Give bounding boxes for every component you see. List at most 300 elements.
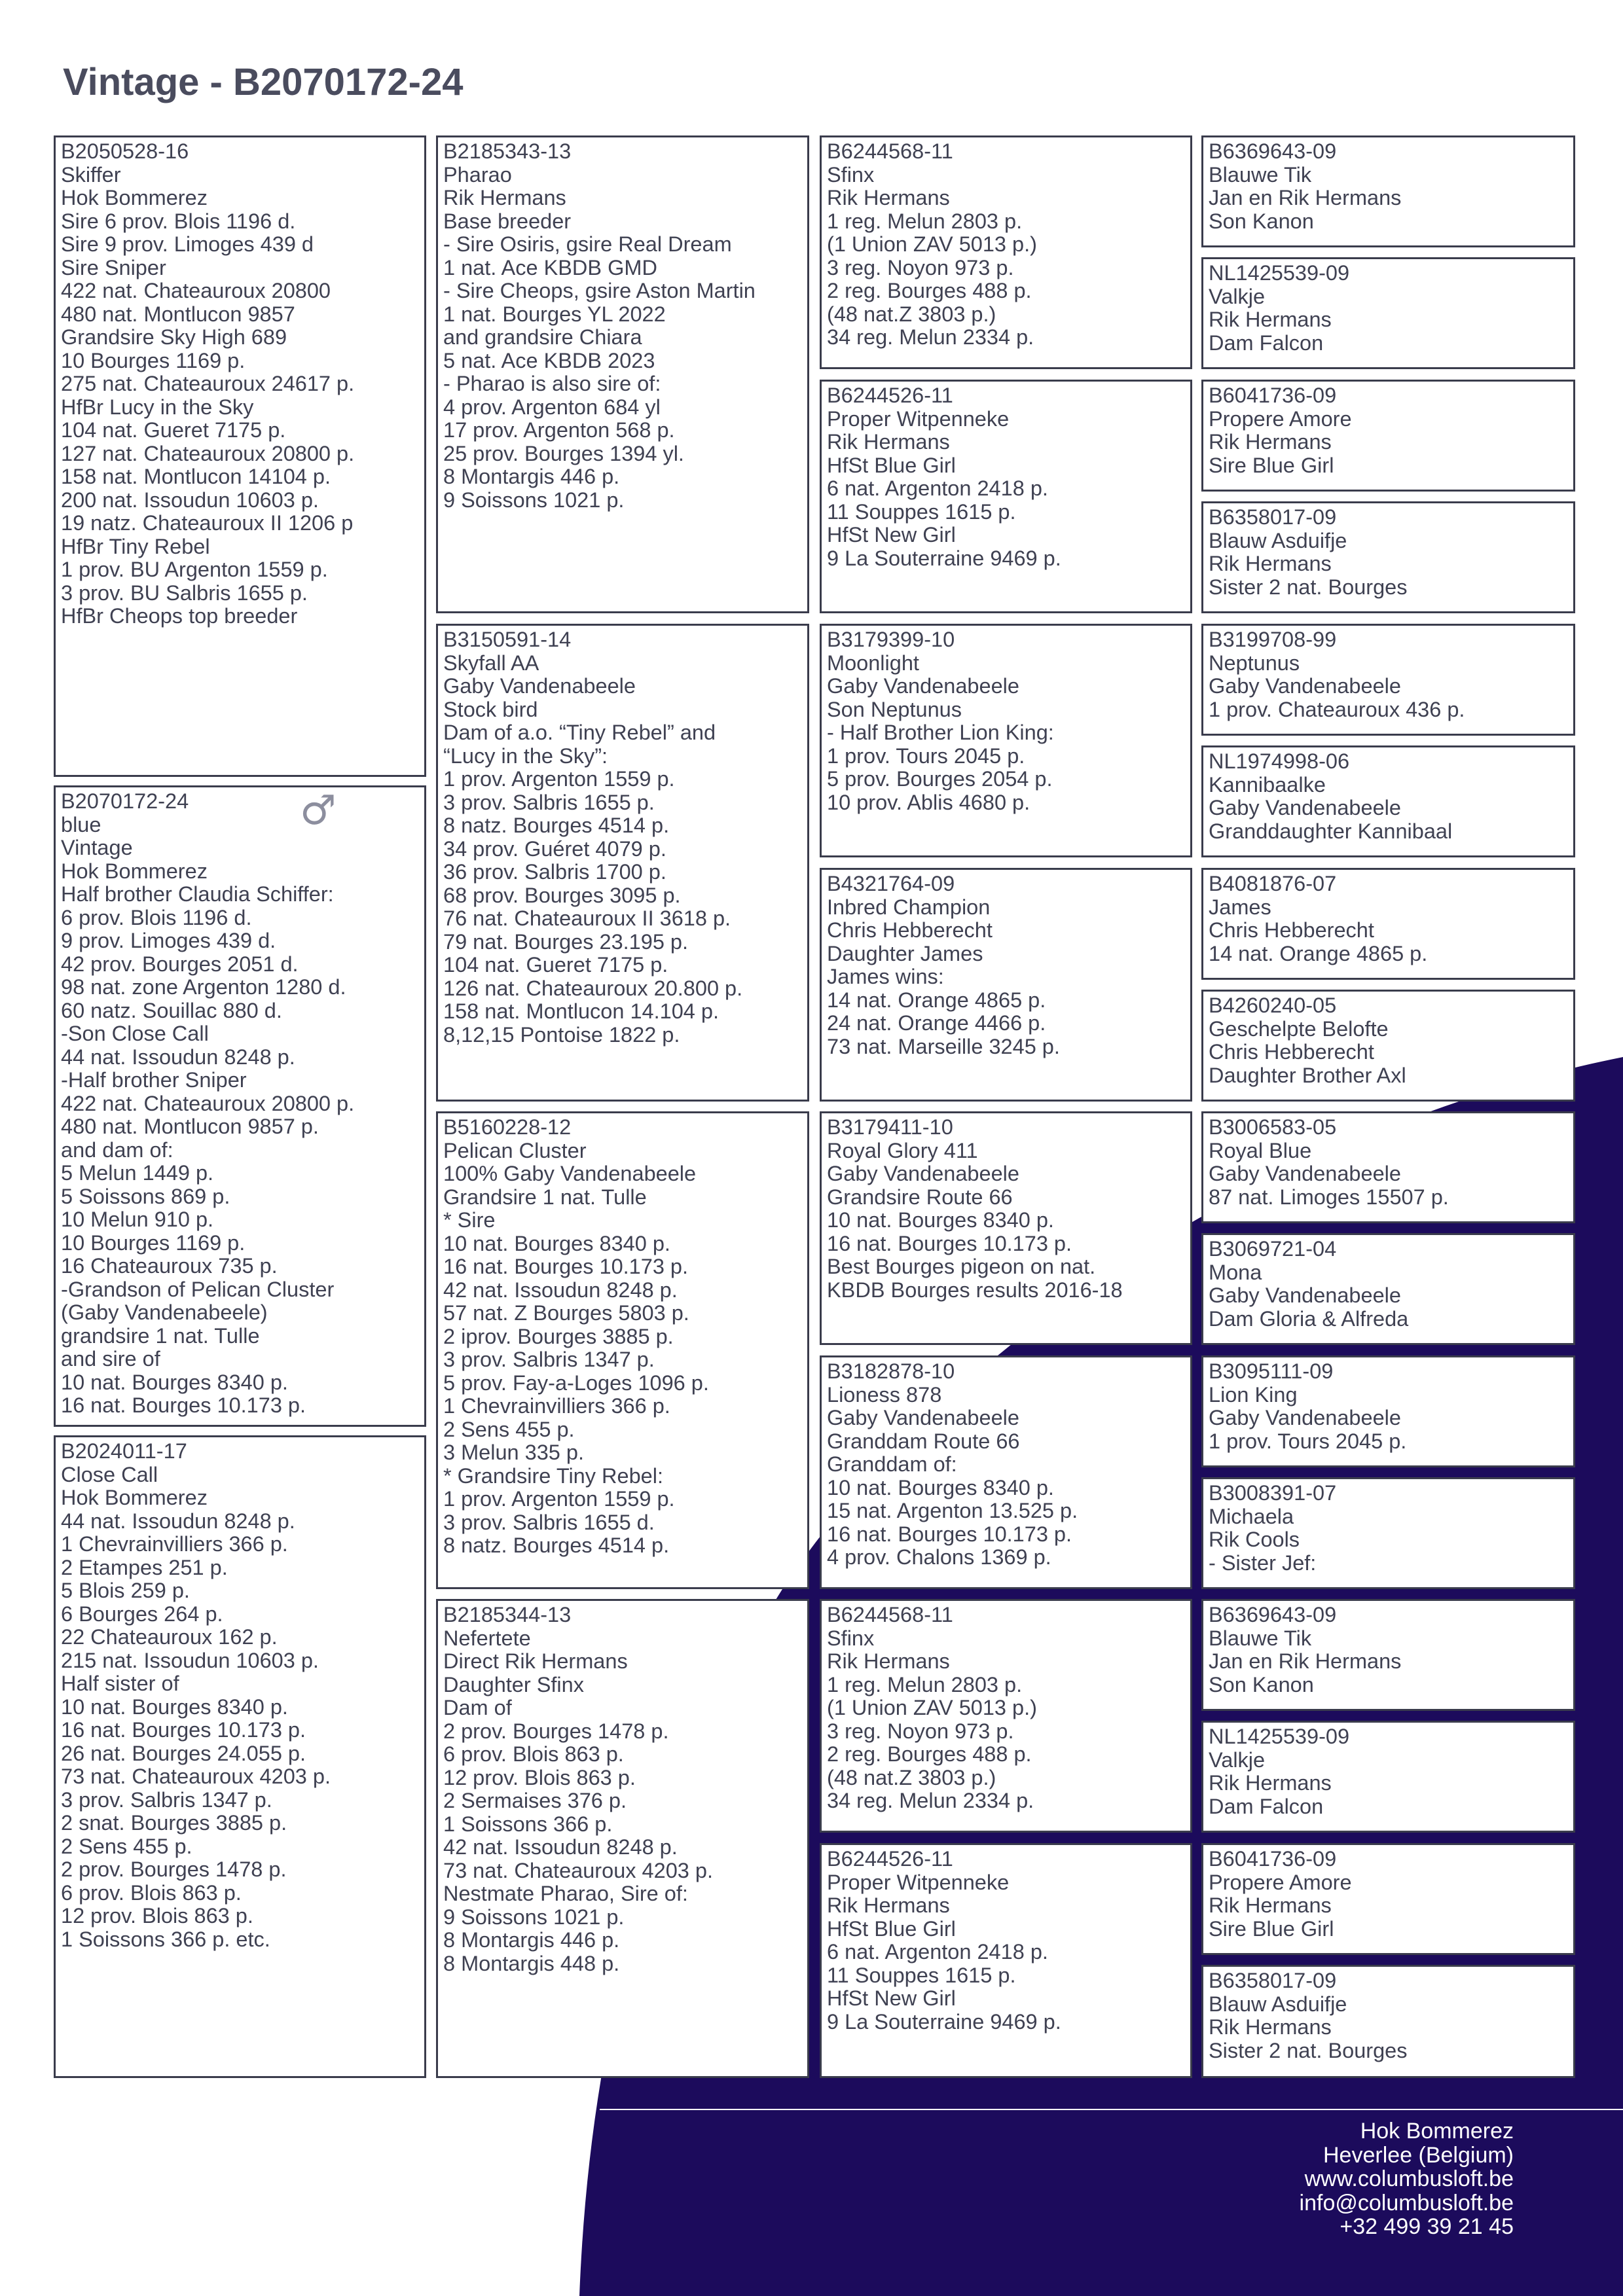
ring-number: B2050528-16 [61, 139, 189, 163]
pedigree-line: 44 nat. Issoudun 8248 p. [61, 1509, 295, 1533]
pedigree-line: Gaby Vandenabeele [827, 674, 1019, 698]
pigeon-name: blue [61, 812, 101, 836]
pedigree-line: 2 reg. Bourges 488 p. [827, 1742, 1032, 1766]
pedigree-line: 1 prov. Chateauroux 436 p. [1209, 697, 1465, 721]
pedigree-line: Gaby Vandenabeele [1209, 796, 1401, 819]
pedigree-line: 73 nat. Chateauroux 4203 p. [61, 1765, 331, 1788]
pedigree-line: 9 Soissons 1021 p. [443, 1905, 625, 1929]
pedigree-line: 6 prov. Blois 863 p. [443, 1742, 624, 1766]
pedigree-line: 1 Soissons 366 p. etc. [61, 1927, 270, 1951]
pigeon-card-sddd [1201, 990, 1575, 1102]
pedigree-line: 2 Etampes 251 p. [61, 1555, 228, 1579]
ring-number: B2185343-13 [443, 139, 572, 163]
pigeon-card-ddss [1201, 1599, 1575, 1711]
pedigree-line: Jan en Rik Hermans [1209, 186, 1402, 209]
pedigree-line: 36 prov. Salbris 1700 p. [443, 860, 666, 884]
pedigree-line: Sire Sniper [61, 255, 166, 279]
ring-number: B6369643-09 [1209, 1603, 1337, 1626]
pedigree-line: * Grandsire Tiny Rebel: [443, 1463, 663, 1488]
pigeon-name: Royal Glory 411 [827, 1138, 978, 1162]
pigeon-name: Blauwe Tik [1209, 1626, 1312, 1650]
pedigree-line: 10 nat. Bourges 8340 p. [827, 1475, 1054, 1499]
ring-number: B3008391-07 [1209, 1481, 1337, 1505]
ring-number: B3179399-10 [827, 628, 955, 651]
pedigree-line: 422 nat. Chateauroux 20800 p. [61, 1091, 355, 1115]
pedigree-line: KBDB Bourges results 2016-18 [827, 1278, 1123, 1302]
pedigree-line: 16 nat. Bourges 10.173 p. [827, 1231, 1072, 1255]
pigeon-name: James [1209, 895, 1271, 919]
pedigree-line: Sister 2 nat. Bourges [1209, 2038, 1408, 2062]
pedigree-line: 1 prov. Argenton 1559 p. [443, 767, 675, 791]
pigeon-card-sdds [1201, 868, 1575, 980]
pedigree-line: 5 Blois 259 p. [61, 1579, 190, 1602]
footer-location: Heverlee (Belgium) [1323, 2142, 1514, 2168]
pigeon-card-dsdd [1201, 1477, 1575, 1589]
pigeon-card-subject [54, 785, 426, 1427]
pedigree-line: Dam Falcon [1209, 331, 1324, 355]
pigeon-name: Moonlight [827, 651, 919, 675]
pigeon-name: Propere Amore [1209, 1870, 1352, 1894]
pedigree-line: Nestmate Pharao, Sire of: [443, 1882, 688, 1905]
pigeon-card-dss [820, 1111, 1192, 1345]
pedigree-line: Son Kanon [1209, 1672, 1314, 1696]
pigeon-name: Valkje [1209, 284, 1266, 308]
pedigree-line: 16 Chateauroux 735 p. [61, 1254, 278, 1278]
ring-number: B6041736-09 [1209, 1847, 1337, 1871]
pedigree-line: Dam of [443, 1696, 512, 1719]
pedigree-line: 17 prov. Argenton 568 p. [443, 418, 675, 442]
pedigree-line: 34 reg. Melun 2334 p. [827, 325, 1034, 349]
pedigree-line: 4 prov. Argenton 684 yl [443, 395, 661, 419]
pedigree-line: 8 Montargis 446 p. [443, 465, 620, 488]
pedigree-line: 3 prov. Salbris 1347 p. [443, 1348, 655, 1371]
pedigree-line: (48 nat.Z 3803 p.) [827, 1765, 996, 1789]
pedigree-line: Chris Hebberecht [1209, 918, 1374, 942]
pedigree-line: 127 nat. Chateauroux 20800 p. [61, 441, 355, 465]
pedigree-line: 158 nat. Montlucon 14.104 p. [443, 999, 720, 1023]
pedigree-line: 9 La Souterraine 9469 p. [827, 2009, 1061, 2034]
pedigree-line: James wins: [827, 965, 944, 988]
pedigree-line: Sister 2 nat. Bourges [1209, 575, 1408, 599]
pedigree-line: 3 prov. Salbris 1655 p. [443, 790, 655, 814]
pedigree-line: Granddaughter Kannibaal [1209, 819, 1453, 843]
pedigree-line: 9 Soissons 1021 p. [443, 488, 625, 512]
pedigree-line: Sire Blue Girl [1209, 453, 1334, 477]
pedigree-line: 10 prov. Ablis 4680 p. [827, 790, 1030, 814]
pedigree-line: - Sire Osiris, gsire Real Dream [443, 232, 732, 256]
pedigree-line: 1 prov. BU Argenton 1559 p. [61, 558, 328, 581]
pedigree-line: 480 nat. Montlucon 9857 [61, 302, 295, 326]
pedigree-line: Direct Rik Hermans [443, 1649, 628, 1673]
pedigree-line: 11 Souppes 1615 p. [827, 499, 1016, 524]
pedigree-line: 5 Soissons 869 p. [61, 1184, 230, 1208]
pedigree-line: 6 Bourges 264 p. [61, 1602, 223, 1626]
pedigree-line: 79 nat. Bourges 23.195 p. [443, 929, 689, 954]
pigeon-name: Skyfall AA [443, 651, 539, 675]
pigeon-name: Pelican Cluster [443, 1138, 587, 1162]
pedigree-line: 104 nat. Gueret 7175 p. [443, 953, 668, 977]
pedigree-line: HfBr Cheops top breeder [61, 604, 298, 628]
pedigree-line: Grandsire Route 66 [827, 1185, 1013, 1209]
pedigree-line: 3 Melun 335 p. [443, 1441, 585, 1464]
pedigree-line: 2 reg. Bourges 488 p. [827, 279, 1032, 302]
pigeon-card-ddds [1201, 1843, 1575, 1955]
pedigree-line: 3 prov. Salbris 1655 d. [443, 1510, 655, 1534]
ring-number: B2070172-24 [61, 789, 189, 813]
footer-loft-name: Hok Bommerez [1360, 2119, 1514, 2144]
pedigree-line: 73 nat. Chateauroux 4203 p. [443, 1858, 713, 1882]
pigeon-card-ssd [820, 380, 1192, 613]
pigeon-card-ssds [1201, 380, 1575, 492]
pedigree-line: 42 nat. Issoudun 8248 p. [443, 1278, 678, 1302]
pedigree-line: 60 natz. Souillac 880 d. [61, 998, 282, 1022]
pigeon-card-ssdd [1201, 501, 1575, 613]
pedigree-line: (1 Union ZAV 5013 p.) [827, 1696, 1037, 1719]
ring-number: B3182878-10 [827, 1359, 955, 1383]
pigeon-card-ddsd [1201, 1721, 1575, 1833]
pedigree-line: 6 nat. Argenton 2418 p. [827, 1940, 1048, 1964]
pedigree-line: 2 prov. Bourges 1478 p. [61, 1857, 287, 1881]
pedigree-line: 10 Bourges 1169 p. [61, 1230, 246, 1255]
footer-email-link[interactable]: info@columbusloft.be [1299, 2190, 1514, 2215]
pigeon-name: Lioness 878 [827, 1382, 942, 1407]
pigeon-card-sds [820, 624, 1192, 857]
pedigree-line: 158 nat. Montlucon 14104 p. [61, 465, 331, 488]
pigeon-card-dam [54, 1435, 426, 2078]
pedigree-line: - Sister Jef: [1209, 1551, 1317, 1575]
ring-number: B4321764-09 [827, 872, 955, 895]
pedigree-line: 57 nat. Z Bourges 5803 p. [443, 1301, 689, 1325]
pedigree-line: Rik Hermans [1209, 552, 1332, 575]
pedigree-line: 44 nat. Issoudun 8248 p. [61, 1045, 295, 1069]
pigeon-name: Neptunus [1209, 651, 1300, 675]
pigeon-card-ss [436, 135, 809, 613]
pigeon-name: Blauw Asduifje [1209, 528, 1347, 552]
pedigree-line: “Lucy in the Sky”: [443, 744, 608, 768]
pedigree-line: Best Bourges pigeon on nat. [827, 1255, 1096, 1278]
pedigree-line: Dam Falcon [1209, 1794, 1324, 1818]
pedigree-line: 34 prov. Guéret 4079 p. [443, 836, 666, 861]
pedigree-line: 200 nat. Issoudun 10603 p. [61, 488, 319, 512]
ring-number: B3095111-09 [1209, 1359, 1334, 1383]
pedigree-line: Son Neptunus [827, 697, 962, 721]
pedigree-line: 22 Chateauroux 162 p. [61, 1625, 278, 1649]
ring-number: B4081876-07 [1209, 872, 1337, 895]
pedigree-line: 215 nat. Issoudun 10603 p. [61, 1648, 319, 1672]
pedigree-line: Granddam Route 66 [827, 1429, 1020, 1453]
pedigree-line: Dam Gloria & Alfreda [1209, 1306, 1409, 1331]
pigeon-name: Proper Witpenneke [827, 1870, 1010, 1894]
pedigree-line: Dam of a.o. “Tiny Rebel” and [443, 721, 716, 744]
pedigree-line: 5 prov. Bourges 2054 p. [827, 767, 1053, 791]
pedigree-line: 15 nat. Argenton 13.525 p. [827, 1499, 1078, 1522]
pedigree-line: 14 nat. Orange 4865 p. [827, 988, 1046, 1012]
pedigree-line: Rik Hermans [443, 186, 566, 209]
pedigree-line: Rik Hermans [827, 186, 950, 209]
ring-number: B6369643-09 [1209, 139, 1337, 163]
pedigree-line: (1 Union ZAV 5013 p.) [827, 232, 1037, 256]
pedigree-line: 8 Montargis 446 p. [443, 1928, 620, 1952]
pedigree-line: 1 Chevrainvilliers 366 p. [443, 1394, 670, 1418]
pigeon-name: Geschelpte Belofte [1209, 1016, 1389, 1041]
pedigree-line: Granddam of: [827, 1452, 957, 1476]
pedigree-line: Gaby Vandenabeele [1209, 674, 1401, 698]
pigeon-name: Inbred Champion [827, 895, 991, 919]
pedigree-line: 14 nat. Orange 4865 p. [1209, 941, 1428, 965]
pedigree-line: 3 reg. Noyon 973 p. [827, 255, 1014, 279]
pedigree-line: 16 nat. Bourges 10.173 p. [61, 1718, 306, 1742]
pigeon-name: Valkje [1209, 1748, 1266, 1772]
pedigree-line: 9 La Souterraine 9469 p. [827, 546, 1061, 570]
pedigree-line: - Pharao is also sire of: [443, 372, 661, 395]
pedigree-line: 3 reg. Noyon 973 p. [827, 1719, 1014, 1743]
pigeon-name: Propere Amore [1209, 406, 1352, 431]
pedigree-line: Vintage [61, 836, 133, 859]
ring-number: NL1425539-09 [1209, 261, 1350, 285]
pigeon-name: Sfinx [827, 1626, 875, 1650]
pedigree-line: HfBr Tiny Rebel [61, 534, 210, 558]
pedigree-line: 8 natz. Bourges 4514 p. [443, 1534, 670, 1557]
pedigree-line: 9 prov. Limoges 439 d. [61, 929, 276, 952]
pedigree-line: 10 nat. Bourges 8340 p. [827, 1208, 1054, 1232]
pedigree-line: 10 Melun 910 p. [61, 1208, 214, 1231]
pedigree-line: 480 nat. Montlucon 9857 p. [61, 1115, 319, 1138]
pedigree-line: (Gaby Vandenabeele) [61, 1300, 268, 1324]
pedigree-line: 26 nat. Bourges 24.055 p. [61, 1741, 306, 1765]
pedigree-line: 68 prov. Bourges 3095 p. [443, 883, 681, 907]
pedigree-line: 6 nat. Argenton 2418 p. [827, 476, 1048, 500]
pedigree-line: Daughter James [827, 941, 983, 965]
pedigree-line: Gaby Vandenabeele [443, 674, 636, 698]
pedigree-line: 12 prov. Blois 863 p. [61, 1904, 253, 1928]
pedigree-line: Grandsire Sky High 689 [61, 325, 287, 349]
pedigree-line: 5 Melun 1449 p. [61, 1161, 214, 1185]
pedigree-line: 2 prov. Bourges 1478 p. [443, 1719, 669, 1743]
pigeon-name: Skiffer [61, 162, 121, 187]
pedigree-line: 1 reg. Melun 2803 p. [827, 209, 1023, 233]
pedigree-line: Sire Blue Girl [1209, 1916, 1334, 1941]
pigeon-name: Pharao [443, 162, 512, 187]
pigeon-card-sd [436, 624, 809, 1102]
pedigree-line: Gaby Vandenabeele [1209, 1406, 1401, 1429]
pigeon-card-dsss [1201, 1111, 1575, 1223]
pedigree-line: Hok Bommerez [61, 1486, 208, 1509]
pedigree-line: Jan en Rik Hermans [1209, 1649, 1402, 1673]
pedigree-line: Hok Bommerez [61, 186, 208, 209]
pigeon-name: Proper Witpenneke [827, 406, 1010, 431]
pigeon-card-sire [54, 135, 426, 777]
pigeon-card-dddd [1201, 1965, 1575, 2078]
pedigree-line: 1 Chevrainvilliers 366 p. [61, 1532, 288, 1556]
pigeon-card-sssd [1201, 257, 1575, 369]
pigeon-card-ssss [1201, 135, 1575, 247]
pigeon-name: Nefertete [443, 1626, 531, 1650]
pigeon-card-dsds [1201, 1355, 1575, 1467]
footer-phone: +32 499 39 21 45 [1340, 2214, 1514, 2239]
ring-number: B3199708-99 [1209, 628, 1337, 651]
pedigree-line: 1 prov. Argenton 1559 p. [443, 1487, 675, 1511]
pedigree-line: 8,12,15 Pontoise 1822 p. [443, 1022, 680, 1047]
pigeon-name: Royal Blue [1209, 1138, 1312, 1162]
male-symbol-icon: ♂ [300, 786, 337, 834]
pigeon-name: Lion King [1209, 1382, 1298, 1407]
ring-number: B6358017-09 [1209, 505, 1337, 529]
pedigree-line: 3 prov. BU Salbris 1655 p. [61, 581, 308, 605]
pedigree-line: HfSt Blue Girl [827, 1916, 956, 1941]
pedigree-line: 5 prov. Fay-a-Loges 1096 p. [443, 1371, 709, 1395]
pigeon-name: Mona [1209, 1260, 1262, 1284]
pedigree-line: Rik Hermans [1209, 1771, 1332, 1795]
ring-number: B2024011-17 [61, 1439, 187, 1463]
pedigree-line: Rik Hermans [1209, 2015, 1332, 2039]
pedigree-line: 2 Sens 455 p. [61, 1834, 192, 1858]
ring-number: B6244568-11 [827, 1603, 953, 1626]
pedigree-line: -Son Close Call [61, 1022, 209, 1045]
pedigree-line: HfBr Lucy in the Sky [61, 395, 254, 419]
pedigree-line: HfSt Blue Girl [827, 453, 956, 477]
pedigree-line: 3 prov. Salbris 1347 p. [61, 1787, 272, 1812]
pedigree-line: Rik Hermans [827, 1893, 950, 1917]
ring-number: B6041736-09 [1209, 384, 1337, 407]
pedigree-line: -Half brother Sniper [61, 1068, 247, 1092]
pedigree-line: 16 nat. Bourges 10.173 p. [61, 1393, 306, 1417]
pedigree-line: Chris Hebberecht [1209, 1040, 1374, 1064]
pedigree-line: 5 nat. Ace KBDB 2023 [443, 348, 655, 372]
pedigree-line: Gaby Vandenabeele [827, 1162, 1019, 1185]
ring-number: B2185344-13 [443, 1603, 572, 1626]
pedigree-line: 76 nat. Chateauroux II 3618 p. [443, 906, 731, 930]
pedigree-line: 10 Bourges 1169 p. [61, 348, 246, 372]
pigeon-card-dsd [820, 1355, 1192, 1589]
pedigree-line: 422 nat. Chateauroux 20800 [61, 279, 331, 302]
pedigree-line: Rik Cools [1209, 1528, 1300, 1551]
pigeon-card-dds [820, 1599, 1192, 1833]
pedigree-line: (48 nat.Z 3803 p.) [827, 302, 996, 326]
pedigree-line: Sire 9 prov. Limoges 439 d [61, 232, 314, 256]
pedigree-line: Grandsire 1 nat. Tulle [443, 1185, 647, 1209]
footer-contact [1300, 2119, 1514, 2239]
ring-number: B6244526-11 [827, 384, 953, 407]
pedigree-line: -Grandson of Pelican Cluster [61, 1277, 335, 1301]
pedigree-line: Half brother Claudia Schiffer: [61, 882, 334, 906]
pedigree-line: - Half Brother Lion King: [827, 721, 1054, 744]
pedigree-line: 1 nat. Bourges YL 2022 [443, 302, 666, 326]
pedigree-line: Sire 6 prov. Blois 1196 d. [61, 209, 296, 233]
pedigree-line: and grandsire Chiara [443, 325, 642, 349]
pedigree-line: 16 nat. Bourges 10.173 p. [443, 1255, 689, 1278]
ring-number: B6244526-11 [827, 1847, 953, 1871]
pedigree-line: 1 nat. Ace KBDB GMD [443, 255, 657, 279]
pedigree-line: - Sire Cheops, gsire Aston Martin [443, 279, 756, 302]
page-title: Vintage - B2070172-24 [63, 61, 464, 103]
pedigree-line: 87 nat. Limoges 15507 p. [1209, 1185, 1449, 1209]
footer-website-link[interactable]: www.columbusloft.be [1304, 2166, 1514, 2191]
pedigree-line: 2 Sermaises 376 p. [443, 1789, 627, 1812]
pedigree-line: 42 prov. Bourges 2051 d. [61, 952, 299, 976]
pedigree-line: 2 Sens 455 p. [443, 1417, 575, 1441]
pedigree-line: 10 nat. Bourges 8340 p. [61, 1695, 288, 1719]
ring-number: B3006583-05 [1209, 1115, 1337, 1139]
pedigree-line: 2 iprov. Bourges 3885 p. [443, 1324, 674, 1348]
pigeon-name: Michaela [1209, 1504, 1294, 1528]
pedigree-line: 100% Gaby Vandenabeele [443, 1162, 697, 1185]
pedigree-line: 98 nat. zone Argenton 1280 d. [61, 975, 346, 999]
pedigree-line: 2 snat. Bourges 3885 p. [61, 1811, 287, 1835]
pedigree-line: and dam of: [61, 1138, 173, 1162]
pedigree-line: 1 prov. Tours 2045 p. [827, 744, 1025, 768]
pedigree-line: 34 reg. Melun 2334 p. [827, 1789, 1034, 1812]
pedigree-line: 104 nat. Gueret 7175 p. [61, 418, 286, 442]
pedigree-line: 73 nat. Marseille 3245 p. [827, 1034, 1060, 1058]
pigeon-card-dd [436, 1599, 809, 2078]
pedigree-line: Gaby Vandenabeele [1209, 1162, 1401, 1185]
pedigree-line: Chris Hebberecht [827, 918, 993, 942]
ring-number: B5160228-12 [443, 1115, 572, 1139]
pedigree-line: 126 nat. Chateauroux 20.800 p. [443, 976, 743, 1000]
pedigree-line: 6 prov. Blois 1196 d. [61, 905, 252, 929]
ring-number: B3069721-04 [1209, 1237, 1337, 1261]
pedigree-line: 1 Soissons 366 p. [443, 1812, 613, 1836]
pigeon-card-sdd [820, 868, 1192, 1102]
ring-number: NL1974998-06 [1209, 749, 1350, 773]
ring-number: B6244568-11 [827, 139, 953, 163]
pedigree-line: 42 nat. Issoudun 8248 p. [443, 1835, 678, 1859]
footer-divider [600, 2109, 1623, 2110]
pedigree-line: HfSt New Girl [827, 1986, 956, 2010]
pedigree-line: Stock bird [443, 697, 538, 721]
pigeon-card-dssd [1201, 1233, 1575, 1345]
pigeon-card-sdss [1201, 624, 1575, 736]
ring-number: B6358017-09 [1209, 1969, 1337, 1992]
pedigree-line: 6 prov. Blois 863 p. [61, 1880, 242, 1905]
pedigree-line: * Sire [443, 1208, 496, 1232]
pigeon-card-ddd [820, 1843, 1192, 2078]
pigeon-card-sss [820, 135, 1192, 369]
ring-number: B3150591-14 [443, 628, 572, 651]
pedigree-line: 12 prov. Blois 863 p. [443, 1765, 636, 1789]
pedigree-line: 25 prov. Bourges 1394 yl. [443, 441, 684, 465]
ring-number: B4260240-05 [1209, 994, 1337, 1017]
pedigree-line: HfSt New Girl [827, 523, 956, 547]
pedigree-line: 10 nat. Bourges 8340 p. [443, 1231, 670, 1255]
pigeon-name: Kannibaalke [1209, 772, 1326, 797]
pedigree-line: and sire of [61, 1347, 160, 1371]
pedigree-line: 19 natz. Chateauroux II 1206 p [61, 511, 354, 535]
pedigree-line: 16 nat. Bourges 10.173 p. [827, 1522, 1072, 1546]
pedigree-line: 8 Montargis 448 p. [443, 1951, 620, 1975]
pedigree-line: Rik Hermans [1209, 1893, 1332, 1917]
pedigree-line: 1 reg. Melun 2803 p. [827, 1672, 1023, 1696]
pedigree-line: Rik Hermans [827, 1649, 950, 1673]
pedigree-line: Son Kanon [1209, 209, 1314, 233]
ring-number: NL1425539-09 [1209, 1725, 1350, 1748]
pedigree-line: Gaby Vandenabeele [827, 1406, 1019, 1429]
pigeon-name: Sfinx [827, 162, 875, 187]
pedigree-line: Half sister of [61, 1672, 179, 1695]
pigeon-name: Close Call [61, 1462, 158, 1486]
pedigree-line: 11 Souppes 1615 p. [827, 1963, 1016, 1987]
pedigree-line: 4 prov. Chalons 1369 p. [827, 1545, 1051, 1569]
pigeon-card-sdsd [1201, 745, 1575, 857]
pigeon-name: Blauw Asduifje [1209, 1992, 1347, 2016]
pedigree-line: Daughter Brother Axl [1209, 1063, 1406, 1087]
pedigree-line: grandsire 1 nat. Tulle [61, 1323, 260, 1348]
pedigree-line: Daughter Sfinx [443, 1672, 584, 1696]
ring-number: B3179411-10 [827, 1115, 953, 1139]
pedigree-line: 10 nat. Bourges 8340 p. [61, 1370, 288, 1394]
pedigree-line: 275 nat. Chateauroux 24617 p. [61, 372, 355, 395]
pedigree-line: Hok Bommerez [61, 859, 208, 883]
